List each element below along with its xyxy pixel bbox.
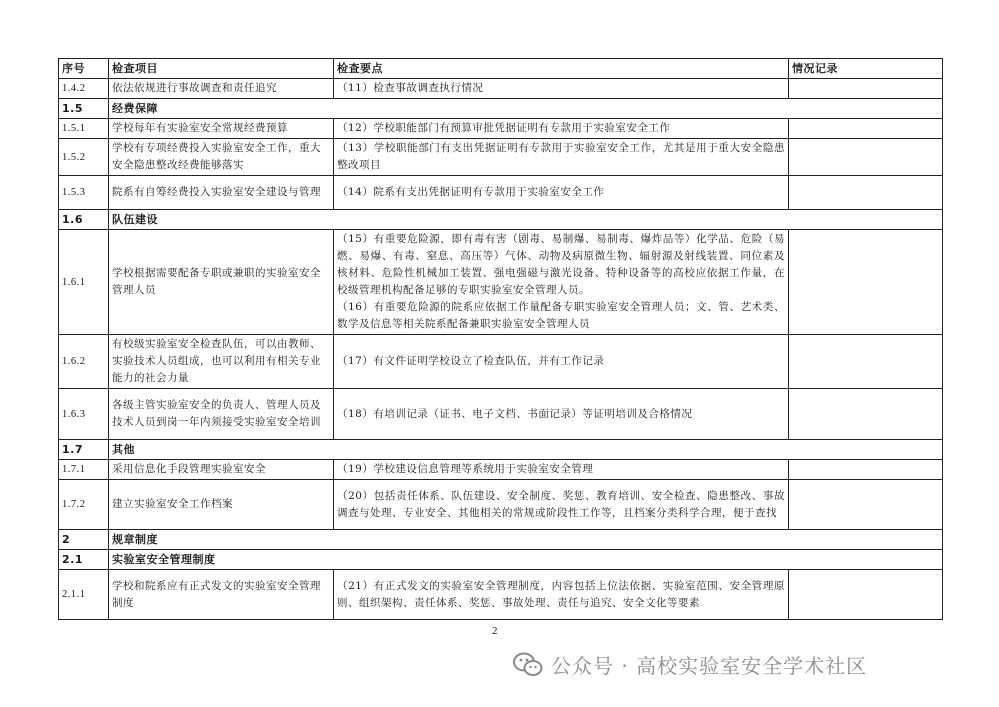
header-points: 检查要点	[334, 59, 789, 79]
header-record: 情况记录	[789, 59, 943, 79]
row-item: 有校级实验室安全检查队伍，可以由教师、实验技术人员组成，也可以利用有相关专业能力的社会力量	[109, 335, 334, 389]
row-record	[789, 79, 943, 99]
section-row	[59, 440, 943, 460]
row-points	[334, 79, 789, 99]
row-code: 1.6.1	[59, 230, 109, 335]
row-points	[334, 335, 789, 389]
check-point: （14）院系有支出凭据证明有专款用于实验室安全工作	[337, 186, 605, 198]
row-points	[334, 460, 789, 480]
row-code: 1.5.2	[59, 139, 109, 176]
check-point: （21）有正式发文的实验室安全管理制度，内容包括上位法依据、实验室范围、安全管理原则、组织架构、责任体系、奖惩、事故处理、责任与追究、安全文化等要素	[337, 579, 785, 609]
check-point: （18）有培训记录（证书、电子文档、书面记录）等证明培训及合格情况	[337, 407, 693, 420]
table-row	[59, 460, 943, 480]
row-points	[334, 230, 789, 335]
page-number: 2	[492, 625, 498, 637]
table-header-row	[59, 59, 943, 79]
table-row	[59, 119, 943, 139]
row-item: 建立实验室安全工作档案	[109, 480, 334, 530]
row-record	[789, 230, 943, 335]
row-points	[334, 480, 789, 530]
check-point: （16）有重要危险源的院系应依据工作量配备专职实验室安全管理人员；文、管、艺术类、数学及信息等相关院系配备兼职实验室安全管理人员	[337, 301, 785, 330]
row-record	[789, 480, 943, 530]
check-point: （12）学校职能部门有预算审批凭据证明有专款用于实验室安全工作	[337, 122, 671, 134]
row-points	[334, 176, 789, 210]
section-title: 队伍建设	[109, 210, 943, 230]
row-code: 1.5.3	[59, 176, 109, 210]
row-points	[334, 570, 789, 620]
row-points	[334, 389, 789, 440]
check-point: （11）检查事故调查执行情况	[337, 82, 484, 94]
check-point: （15）有重要危险源，即有毒有害（剧毒、易制爆、易制毒、爆炸品等）化学品、危险（易燃、易爆、有毒、窒息、高压等）气体、动物及病原微生物、辐射源及射线装置、同位素及核材料、危险性机械加工装置、强电强磁与激光设备、特种设备等的高校应依据工作量，在校级管理机构配备足够的专职实验室安全管理人员。	[337, 233, 785, 296]
row-record	[789, 389, 943, 440]
table-row	[59, 335, 943, 389]
watermark-text: 公众号 · 高校实验室安全学术社区	[551, 654, 868, 678]
table-row	[59, 230, 943, 335]
row-item: 院系有自筹经费投入实验室安全建设与管理	[109, 176, 334, 210]
table-row	[59, 79, 943, 99]
section-code: 2.1	[59, 550, 109, 570]
row-code: 1.6.3	[59, 389, 109, 440]
row-code: 1.7.2	[59, 480, 109, 530]
row-record	[789, 460, 943, 480]
section-code: 1.7	[59, 440, 109, 460]
row-record	[789, 570, 943, 620]
row-item: 学校有专项经费投入实验室安全工作，重大安全隐患整改经费能够落实	[109, 139, 334, 176]
row-item: 学校每年有实验室安全常规经费预算	[109, 119, 334, 139]
section-row	[59, 210, 943, 230]
section-code: 1.6	[59, 210, 109, 230]
row-record	[789, 139, 943, 176]
row-item: 依法依规进行事故调查和责任追究	[109, 79, 334, 99]
header-item: 检查项目	[109, 59, 334, 79]
section-code: 1.5	[59, 99, 109, 119]
row-item: 各级主管实验室安全的负责人、管理人员及技术人员到岗一年内须接受实验室安全培训	[109, 389, 334, 440]
section-title: 实验室安全管理制度	[109, 550, 943, 570]
row-points	[334, 139, 789, 176]
row-code: 1.6.2	[59, 335, 109, 389]
row-item: 采用信息化手段管理实验室安全	[109, 460, 334, 480]
watermark	[513, 650, 867, 679]
row-code: 2.1.1	[59, 570, 109, 620]
table-row	[59, 570, 943, 620]
check-point: （13）学校职能部门有支出凭据证明有专款用于实验室安全工作，尤其是用于重大安全隐患整改项目	[337, 142, 785, 171]
row-record	[789, 176, 943, 210]
table-row	[59, 480, 943, 530]
row-code: 1.7.1	[59, 460, 109, 480]
section-title: 其他	[109, 440, 943, 460]
row-points	[334, 119, 789, 139]
section-title: 经费保障	[109, 99, 943, 119]
table-row	[59, 139, 943, 176]
row-record	[789, 335, 943, 389]
row-code: 1.4.2	[59, 79, 109, 99]
header-seq: 序号	[59, 59, 109, 79]
row-item: 学校和院系应有正式发文的实验室安全管理制度	[109, 570, 334, 620]
check-point: （20）包括责任体系、队伍建设、安全制度、奖惩、教育培训、安全检查、隐患整改、事故调查与处理、专业安全、其他相关的常规或阶段性工作等，且档案分类科学合理，便于查找	[337, 489, 785, 519]
row-record	[789, 119, 943, 139]
inspection-table	[58, 58, 943, 620]
section-row	[59, 99, 943, 119]
check-point: （19）学校建设信息管理等系统用于实验室安全管理	[337, 463, 594, 475]
row-item: 学校根据需要配备专职或兼职的实验室安全管理人员	[109, 230, 334, 335]
table-row	[59, 389, 943, 440]
row-code: 1.5.1	[59, 119, 109, 139]
wechat-icon	[513, 652, 543, 678]
section-row	[59, 530, 943, 550]
section-row	[59, 550, 943, 570]
table-row	[59, 176, 943, 210]
section-title: 规章制度	[109, 530, 943, 550]
check-point: （17）有文件证明学校设立了检查队伍，并有工作记录	[337, 355, 605, 367]
section-code: 2	[59, 530, 109, 550]
